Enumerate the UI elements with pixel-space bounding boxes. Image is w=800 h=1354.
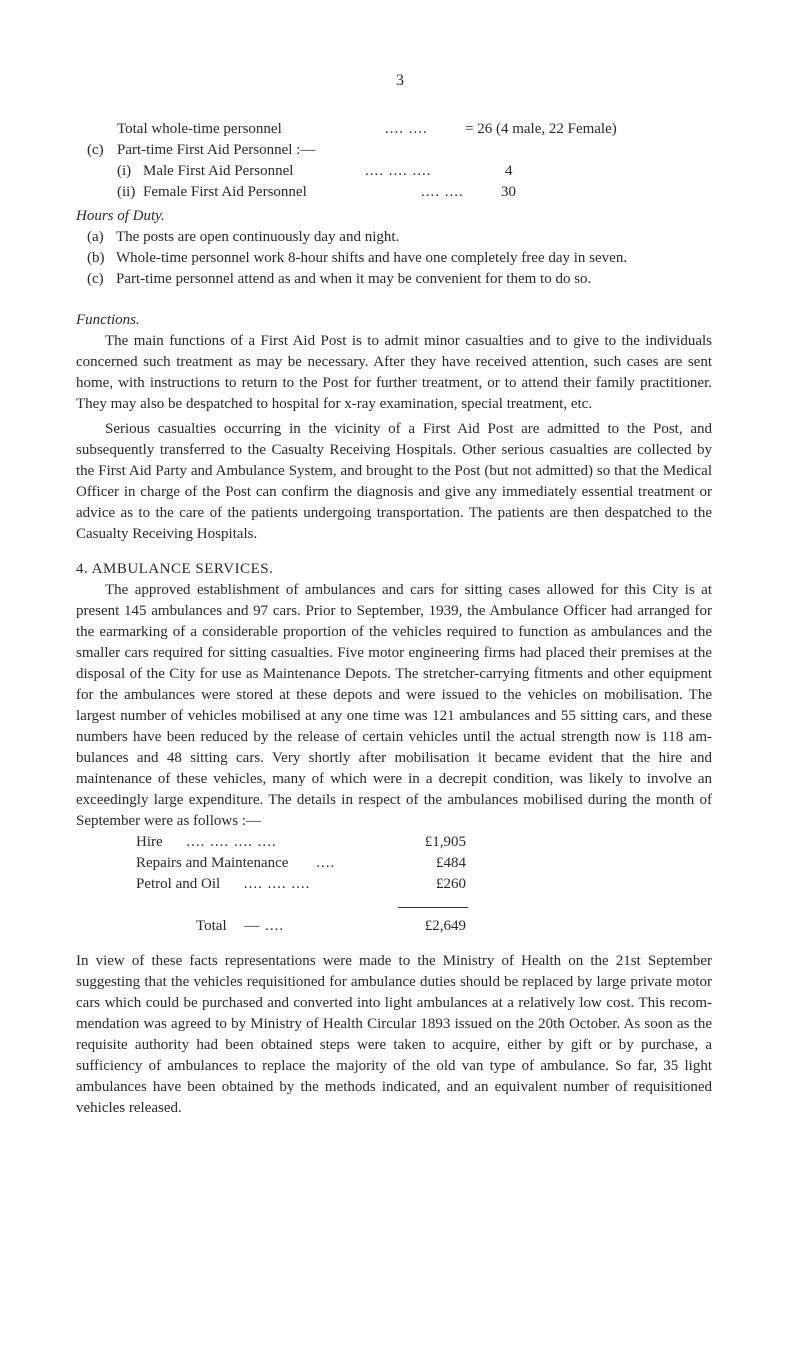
total-whole-time-line xyxy=(76,119,712,140)
total-rule xyxy=(398,907,468,908)
expenditure-label-text: Hire xyxy=(136,834,163,850)
expenditure-amount: £1,905 xyxy=(424,834,466,850)
expenditure-total-row xyxy=(136,916,466,937)
hours-of-duty-heading: Hours of Duty. xyxy=(76,208,165,224)
duty-item xyxy=(76,227,712,248)
male-personnel-line xyxy=(76,161,712,182)
duty-item-marker: (c) xyxy=(87,271,104,287)
functions-paragraph: The main functions of a First Aid Post is to admit minor casualties and to give to the individuals concerned such treatment as may be necessary. After they have received attention, such cases are sent home, with instructions to return to the Post for further treatment, or to attend their family practitioner. They may also be despatched to hospital for x-ray examination, special treatment, etc. xyxy=(76,333,712,412)
page-number: 3 xyxy=(396,72,404,89)
expenditure-label xyxy=(136,874,310,895)
expenditure-total-amount: £2,649 xyxy=(424,918,466,934)
female-value: 30 xyxy=(501,184,516,200)
total-label-text: Total xyxy=(196,918,227,934)
duty-item-marker: (a) xyxy=(87,229,104,245)
ambulance-paragraph: In view of these facts representations were made to the Ministry of Health on the 21st September suggesting that the vehicles requisitioned for ambulance duties should be replaced by large private motor cars which could be purchased and converted into light ambulances at a relatively low cost. This recommendation was agreed to by Ministry of Health Circular 1893 issued on the 20th October. As soon as the requisite authority had been obtained steps were taken to acquire, either by gift or by purchase, a sufficiency of ambulances to replace the majority of the old van type of ambulance. So far, 35 light ambulances have been obtained by the methods indicated, and an equivalent number of requisitioned vehicles released. xyxy=(76,953,712,1116)
functions-paragraph: Serious casualties occurring in the vicinity of a First Aid Post are admitted to the Post, and subsequently transferred to the Casualty Receiving Hospitals. Other serious casualties are collected by the First Aid Party and Ambulance System, and brought to the Post (but not admitted) so that the Medical Officer in charge of the Post can confirm the diagnosis and give any immediately essential treatment or advice as to the care of the patients undergoing transportation. The patients are then despatched to the Casualty Receiving Hospitals. xyxy=(76,421,712,542)
functions-heading: Functions. xyxy=(76,312,140,328)
ambulance-services-heading: 4. AMBULANCE SERVICES. xyxy=(76,561,274,577)
expenditure-row xyxy=(136,853,466,874)
expenditure-amount: £484 xyxy=(436,855,466,871)
leader-dots: .... .... xyxy=(385,121,428,137)
expenditure-table xyxy=(136,832,466,937)
part-time-text: Part-time First Aid Personnel :— xyxy=(117,142,316,158)
female-personnel-line xyxy=(76,182,712,203)
expenditure-amount: £260 xyxy=(436,876,466,892)
male-marker: (i) xyxy=(117,163,132,179)
female-label: Female First Aid Personnel xyxy=(143,184,307,200)
expenditure-label xyxy=(136,832,277,853)
duty-item-text: Part-time personnel attend as and when it may be convenient for them to do so. xyxy=(116,271,592,287)
leader-dots: — .... xyxy=(244,918,285,934)
duty-item xyxy=(76,248,712,269)
part-time-marker: (c) xyxy=(87,142,104,158)
duty-item-marker: (b) xyxy=(87,250,105,266)
male-value: 4 xyxy=(505,163,513,179)
ambulance-paragraph: The approved establishment of ambulances and cars for sitting cases allowed for this City is at present 145 ambulances and 97 cars. Prior to September, 1939, the Ambulance Officer had arranged for the earmarking of a considerable proportion of the vehicles required to function as ambulances and the smaller cars required for sitting casualties. Five motor engineering firms had placed their premises at the disposal of the City for use as Maintenance Depots. The stretcher-carrying fitments and other equipment for the ambulances were stored at these depots and were issued to the vehicles on mobilisation. The largest number of vehicles mobilised at any one time was 121 ambulances and 55 sitting cars, and these numbers have been reduced by the release of certain vehicles until the actual strength now is 118 ambulances and 48 sitting cars. Very shortly after mobilisation it became evident that the hire and maintenance of these vehicles, many of which were in a decrepit condition, was likely to involve an exceedingly large expenditure. The details in respect of the ambulances mobilised during the month of September were as follows :— xyxy=(76,582,712,829)
expenditure-label-text: Petrol and Oil xyxy=(136,876,221,892)
expenditure-row xyxy=(136,874,466,895)
leader-dots: .... .... .... xyxy=(365,163,432,179)
page-content xyxy=(76,119,712,1119)
leader-dots: .... xyxy=(316,855,336,871)
leader-dots: .... .... xyxy=(421,184,464,200)
duty-item-text: Whole-time personnel work 8-hour shifts and have one completely free day in seven. xyxy=(116,250,628,266)
total-whole-time-value: = 26 (4 male, 22 Female) xyxy=(465,121,617,137)
female-marker: (ii) xyxy=(117,184,136,200)
total-whole-time-label: Total whole-time personnel xyxy=(117,121,282,137)
leader-dots: .... .... .... xyxy=(243,876,311,892)
duty-item xyxy=(76,269,712,290)
expenditure-row xyxy=(136,832,466,853)
expenditure-label-text: Repairs and Maintenance xyxy=(136,855,289,871)
duty-item-text: The posts are open continuously day and night. xyxy=(116,229,400,245)
part-time-heading xyxy=(76,140,712,161)
expenditure-label xyxy=(136,853,335,874)
expenditure-total-label xyxy=(136,916,284,937)
leader-dots: .... .... .... .... xyxy=(186,834,277,850)
male-label: Male First Aid Personnel xyxy=(143,163,294,179)
